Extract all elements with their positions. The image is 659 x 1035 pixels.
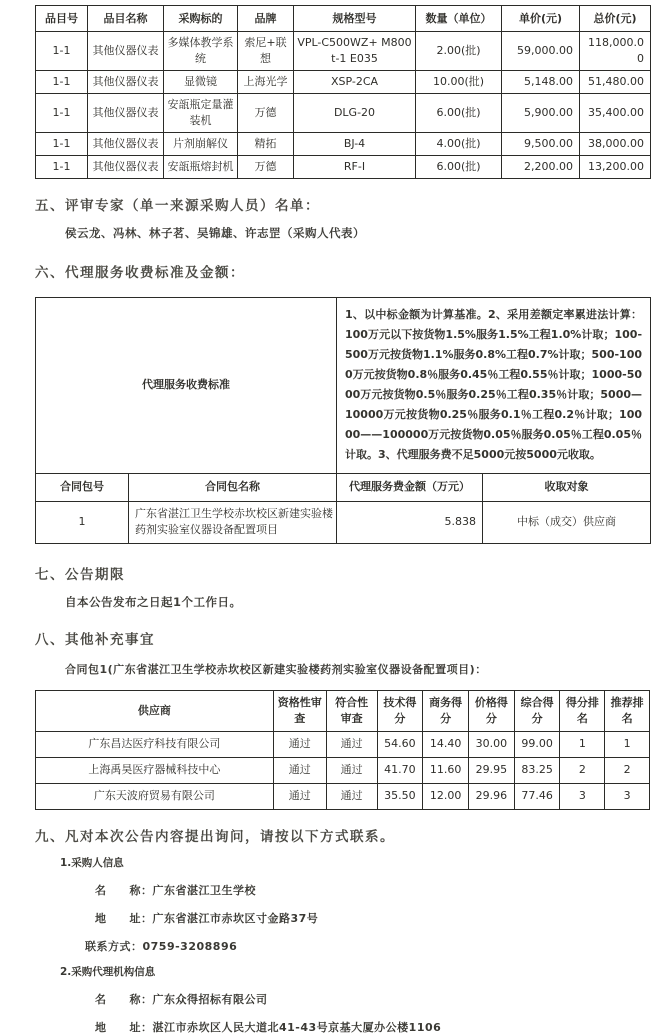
purchaser-contact-line [85,938,650,954]
item-qty: 2.00(批) [416,32,502,71]
item-subject: 显微镜 [164,70,238,93]
section8-title: 八、其他补充事宜 [35,631,155,648]
item-brand: 万德 [238,155,294,178]
item-unit-price: 5,148.00 [502,70,580,93]
item-subject: 多媒体教学系统 [164,32,238,71]
agency-name-value: 广东众得招标有限公司 [152,992,268,1006]
purchaser-contact-value: 0759-3208896 [142,939,238,953]
item-name: 其他仪器仪表 [88,32,164,71]
item-qty: 4.00(批) [416,132,502,155]
total-score: 77.46 [514,783,560,809]
sup-col-recommend-rank: 推荐排名 [605,690,650,731]
agency-info-heading: 2.采购代理机构信息 [60,965,156,978]
fee-table-header [36,473,651,501]
item-total-price: 118,000.00 [580,32,651,71]
items-table [35,5,651,179]
table-row [36,757,650,783]
items-col-unit-price: 单价(元) [502,6,580,32]
item-total-price: 38,000.00 [580,132,651,155]
item-name: 其他仪器仪表 [88,93,164,132]
fee-amount: 5.838 [337,501,483,543]
items-col-qty: 数量（单位） [416,6,502,32]
table-row [36,501,651,543]
purchaser-name-line [95,882,650,898]
recommend-rank: 2 [605,757,650,783]
item-unit-price: 5,900.00 [502,93,580,132]
qualification-result: 通过 [273,783,326,809]
fee-col-package-no: 合同包号 [36,473,129,501]
item-brand: 索尼+联想 [238,32,294,71]
table-row [36,32,651,71]
expert-names: 侯云龙、冯林、林子茗、吴锦雄、许志罡（采购人代表） [65,225,365,240]
agency-name-line [95,991,650,1007]
table-row [36,783,650,809]
agency-address-value: 湛江市赤坎区人民大道北41-43号京基大厦办公楼1106 [152,1020,442,1034]
purchaser-name-label: 名 称： [95,883,153,897]
items-col-subject: 采购标的 [164,6,238,32]
fee-standard-row [36,297,651,473]
table-row [36,731,650,757]
items-col-total-price: 总价(元) [580,6,651,32]
items-col-model: 规格型号 [294,6,416,32]
fee-standard-label: 代理服务收费标准 [36,297,337,473]
biz-score: 12.00 [423,783,469,809]
section7-title: 七、公告期限 [35,566,125,583]
item-model: DLG-20 [294,93,416,132]
conformity-result: 通过 [326,757,377,783]
conformity-result: 通过 [326,783,377,809]
fee-col-package-name: 合同包名称 [129,473,337,501]
agency-fee-table [35,297,651,544]
section6-title: 六、代理服务收费标准及金额： [35,264,245,281]
supplier-name: 上海禹昊医疗器械科技中心 [36,757,274,783]
score-rank: 2 [560,757,605,783]
item-qty: 6.00(批) [416,93,502,132]
price-score: 30.00 [469,731,515,757]
items-col-item-no: 品目号 [36,6,88,32]
fee-package-no: 1 [36,501,129,543]
score-rank: 3 [560,783,605,809]
item-model: RF-I [294,155,416,178]
table-row [36,70,651,93]
item-model: VPL-C500WZ+ M800t-1 E035 [294,32,416,71]
sup-col-score-rank: 得分排名 [560,690,605,731]
supplier-name: 广东昌达医疗科技有限公司 [36,731,274,757]
item-subject: 安瓿瓶熔封机 [164,155,238,178]
price-score: 29.96 [469,783,515,809]
item-no: 1-1 [36,32,88,71]
sup-col-conformity: 符合性审查 [326,690,377,731]
item-unit-price: 59,000.00 [502,32,580,71]
fee-col-fee-amount: 代理服务费金额（万元） [337,473,483,501]
sup-col-tech-score: 技术得分 [377,690,423,731]
item-model: BJ-4 [294,132,416,155]
tech-score: 54.60 [377,731,423,757]
item-unit-price: 9,500.00 [502,132,580,155]
item-brand: 上海光学 [238,70,294,93]
items-col-brand: 品牌 [238,6,294,32]
purchaser-info-heading: 1.采购人信息 [60,856,124,869]
fee-col-charge-target: 收取对象 [483,473,651,501]
sup-col-qualification: 资格性审查 [273,690,326,731]
purchaser-address-line [95,910,650,926]
item-subject: 安瓿瓶定量灌装机 [164,93,238,132]
sup-col-total-score: 综合得分 [514,690,560,731]
purchaser-address-label: 地 址： [95,911,153,925]
item-brand: 精拓 [238,132,294,155]
agency-name-label: 名 称： [95,992,153,1006]
section9-title: 九、凡对本次公告内容提出询问，请按以下方式联系。 [35,828,395,845]
conformity-result: 通过 [326,731,377,757]
item-total-price: 51,480.00 [580,70,651,93]
sup-col-price-score: 价格得分 [469,690,515,731]
fee-package-name: 广东省湛江卫生学校赤坎校区新建实验楼药剂实验室仪器设备配置项目 [129,501,337,543]
item-subject: 片剂崩解仪 [164,132,238,155]
table-row [36,155,651,178]
item-name: 其他仪器仪表 [88,70,164,93]
announcement-period-text: 自本公告发布之日起1个工作日。 [65,594,242,609]
price-score: 29.95 [469,757,515,783]
item-qty: 6.00(批) [416,155,502,178]
total-score: 99.00 [514,731,560,757]
item-model: XSP-2CA [294,70,416,93]
fee-charge-target: 中标（成交）供应商 [483,501,651,543]
item-no: 1-1 [36,93,88,132]
biz-score: 11.60 [423,757,469,783]
item-brand: 万德 [238,93,294,132]
table-row [36,132,651,155]
qualification-result: 通过 [273,757,326,783]
tech-score: 35.50 [377,783,423,809]
agency-address-label: 地 址： [95,1020,153,1034]
sup-col-biz-score: 商务得分 [423,690,469,731]
items-table-header [36,6,651,32]
purchaser-contact-label: 联系方式： [85,939,143,953]
item-unit-price: 2,200.00 [502,155,580,178]
tech-score: 41.70 [377,757,423,783]
agency-address-line [95,1019,650,1035]
qualification-result: 通过 [273,731,326,757]
table-row [36,93,651,132]
purchaser-address-value: 广东省湛江市赤坎区寸金路37号 [152,911,319,925]
recommend-rank: 1 [605,731,650,757]
item-total-price: 13,200.00 [580,155,651,178]
biz-score: 14.40 [423,731,469,757]
item-name: 其他仪器仪表 [88,132,164,155]
suppliers-table [35,690,650,810]
sup-col-supplier: 供应商 [36,690,274,731]
item-no: 1-1 [36,70,88,93]
item-no: 1-1 [36,132,88,155]
contact-info-block [35,855,650,1035]
fee-standard-text: 1、以中标金额为计算基准。2、采用差额定率累进法计算：100万元以下按货物1.5%服务1.5%工程1.0%计取；100-500万元按货物1.1%服务0.8%工程0.7%计取；500-1000万元按货物0.8％服务0.45％工程0.55％计取；1000-5000万元按货物0.5％服务0.25％工程0.35％计取；5000—10000万元按货物0.25％服务0.1％工程0.2％计取；10000——100000万元按货物0.05％服务0.05％工程0.05％计取。3、代理服务费不足5000元按5000元收取。 [337,297,651,473]
item-name: 其他仪器仪表 [88,155,164,178]
supplier-name: 广东天波府贸易有限公司 [36,783,274,809]
item-qty: 10.00(批) [416,70,502,93]
suppliers-table-header [36,690,650,731]
item-no: 1-1 [36,155,88,178]
purchaser-name-value: 广东省湛江卫生学校 [152,883,256,897]
section5-title: 五、评审专家（单一来源采购人员）名单： [35,197,320,214]
recommend-rank: 3 [605,783,650,809]
package1-label: 合同包1(广东省湛江卫生学校赤坎校区新建实验楼药剂实验室仪器设备配置项目)： [65,662,487,676]
items-col-item-name: 品目名称 [88,6,164,32]
score-rank: 1 [560,731,605,757]
item-total-price: 35,400.00 [580,93,651,132]
total-score: 83.25 [514,757,560,783]
